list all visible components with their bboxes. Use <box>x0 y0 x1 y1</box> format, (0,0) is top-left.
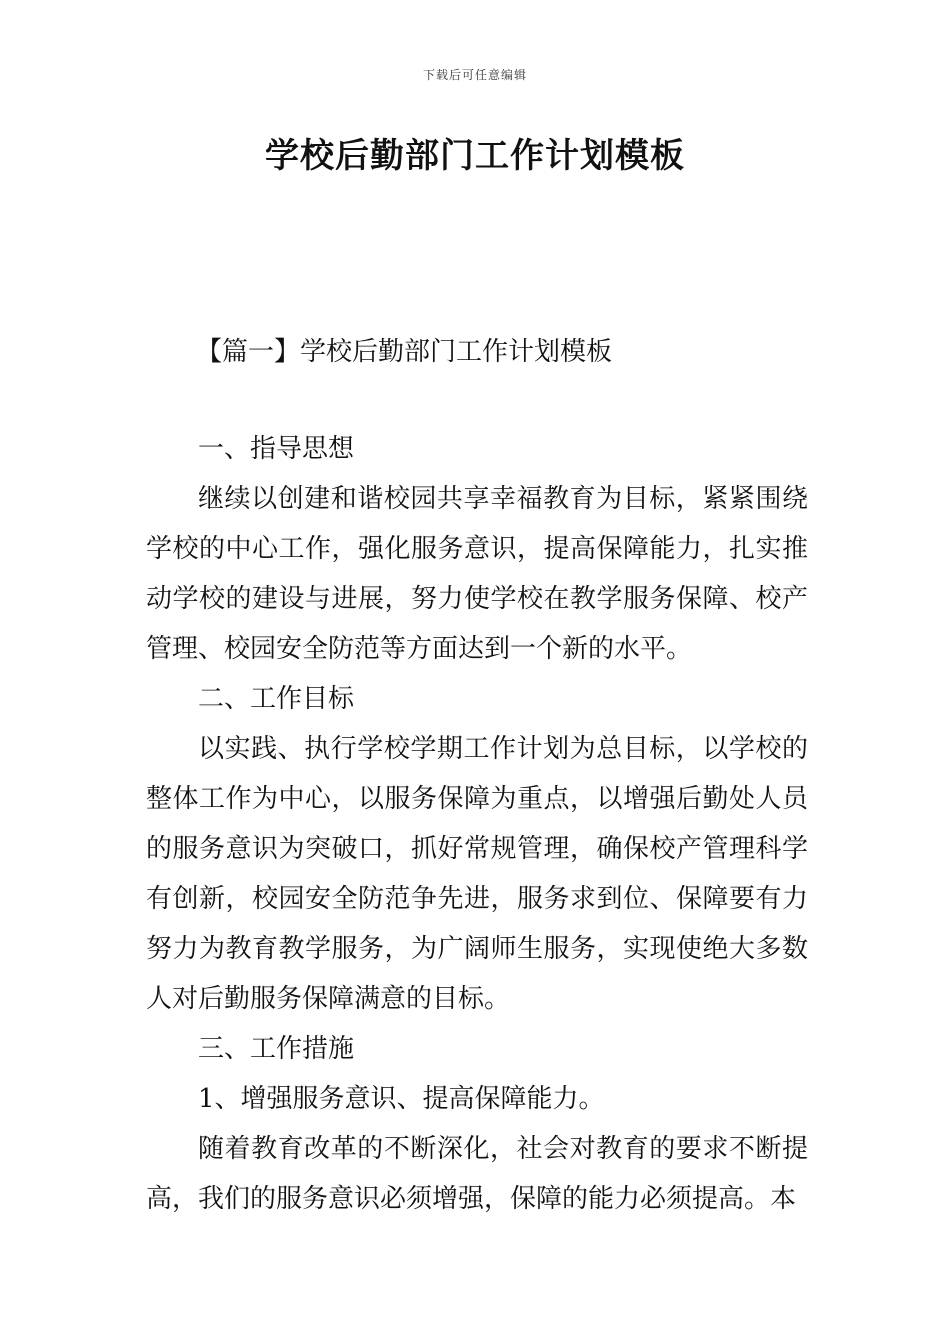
header-note: 下载后可任意编辑 <box>422 68 527 82</box>
paragraph-measure-1: 随着教育改革的不断深化，社会对教育的要求不断提高，我们的服务意识必须增强，保障的能力必须提高。本 <box>146 1134 808 1214</box>
heading-work-measures: 三、工作措施 <box>198 1034 355 1064</box>
subheading-measure-1: 1、增强服务意识、提高保障能力。 <box>198 1084 605 1114</box>
heading-work-goals: 二、工作目标 <box>198 684 355 714</box>
document-body <box>146 424 808 1224</box>
paragraph-guiding-ideology: 继续以创建和谐校园共享幸福教育为目标，紧紧围绕学校的中心工作，强化服务意识，提高保障能力，扎实推动学校的建设与进展，努力使学校在教学服务保障、校产管理、校园安全防范等方面达到一个新的水平。 <box>146 484 808 664</box>
document-title: 学校后勤部门工作计划模板 <box>265 136 685 176</box>
heading-guiding-ideology: 一、指导思想 <box>198 434 355 464</box>
paragraph-work-goals: 以实践、执行学校学期工作计划为总目标，以学校的整体工作为中心，以服务保障为重点，以增强后勤处人员的服务意识为突破口，抓好常规管理，确保校产管理科学有创新，校园安全防范争先进，服务求到位、保障要有力努力为教育教学服务，为广阔师生服务，实现使绝大多数人对后勤服务保障满意的目标。 <box>146 734 808 1014</box>
section-heading: 【篇一】学校后勤部门工作计划模板 <box>196 337 613 367</box>
